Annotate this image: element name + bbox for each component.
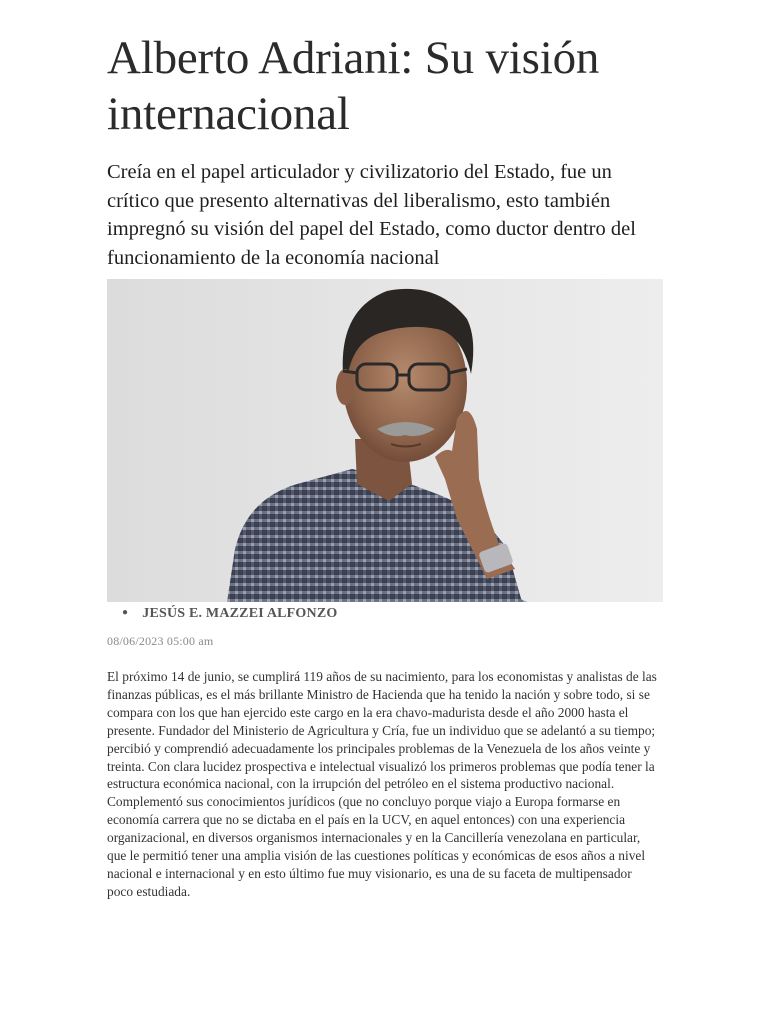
- author-byline[interactable]: [122, 606, 337, 622]
- publish-date: 08/06/2023 05:00 am: [107, 634, 214, 648]
- article-title: Alberto Adriani: Su visión internacional: [107, 32, 600, 140]
- author-name[interactable]: JESÚS E. MAZZEI ALFONZO: [142, 606, 338, 621]
- portrait-photo-icon: [107, 279, 663, 602]
- article-body: El próximo 14 de junio, se cumplirá 119 años de su nacimiento, para los economistas y analistas de las finanzas públicas, es el más brillante Ministro de Hacienda que ha tenido la nación y sobre todo, si se compara con los que han ejercido este cargo en la era chavo-madurista desde el año 2000 hasta el presente. Fundador del Ministerio de Agricultura y Cría, fue un individuo que se adelantó a su tiempo; percibió y comprendió adecuadamente los principales problemas de la Venezuela de los años veinte y treinta. Con clara lucidez prospectiva e intelectual visualizó los primeros problemas que podía tener la estructura económica nacional, con la irrupción del petróleo en el sistema productivo nacional. Complementó sus conocimientos jurídicos (que no concluyo porque viajo a Europa formarse en economía carrera que no se dictaba en el país en la UCV, en aquel entonces) con una experiencia organizacional, en diversos organismos internacionales y en la Cancillería venezolana en particular, que le permitió tener una amplia visión de las cuestiones políticas y económicas de esos años a nivel nacional e internacional y en esto último fue muy visionario, es una de su faceta de multipensador poco estudiada.: [107, 669, 657, 899]
- author-photo: [107, 279, 663, 602]
- bullet-icon: ●: [122, 607, 129, 618]
- article-lead: Creía en el papel articulador y civilizatorio del Estado, fue un crítico que presento alternativas del liberalismo, esto también impregnó su visión del papel del Estado, como ductor dentro del funcionamiento de la economía nacional: [107, 161, 636, 269]
